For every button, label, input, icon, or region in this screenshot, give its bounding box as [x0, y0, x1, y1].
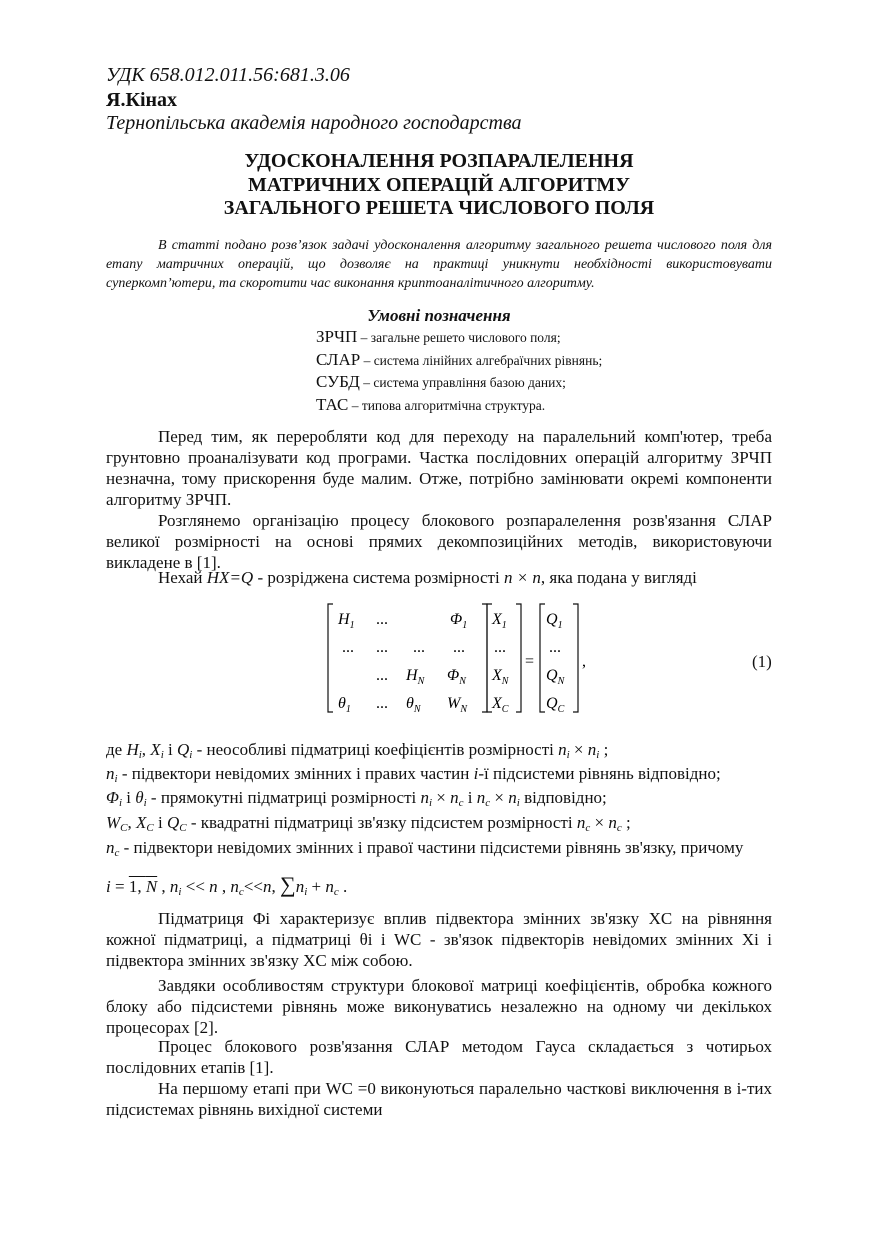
notation-def: – типова алгоритмічна структура. [348, 397, 546, 413]
equation-intro [106, 568, 697, 588]
text-fragment: відповідно; [519, 788, 607, 807]
svg-text:XN: $X_N$ [492, 667, 509, 687]
definition-line: $\Phi_i$ і $\theta_i$ - прямокутні підматриці розмірності $n_i \times n_c$ і $n_c \times n_i$ відповідно; [106, 788, 607, 809]
body-paragraph: Розглянемо організацію процесу блокового розпаралелення розв'язання СЛАР великої розмірності на основі прямих декомпозиційних методів, використовуючи викладене в [1]. [106, 511, 772, 572]
svg-text:...: ... [413, 639, 425, 656]
svg-text:...: ... [376, 695, 388, 712]
body-paragraph: Процес блокового розв'язання СЛАР методом Гауса складається з чотирьох послідовних етапів [1]. [106, 1037, 772, 1077]
notation-def: – система управління базою даних; [359, 375, 566, 390]
svg-text:HN: $H_N$ [406, 667, 425, 687]
paper-title [106, 150, 772, 221]
svg-text:...: ... [453, 639, 465, 656]
body-paragraph: На першому етапі при WC =0 виконуються паралельно часткові виключення в i-тих підсистемах рівнянь вихідної системи [106, 1079, 772, 1119]
svg-text:=: = [525, 653, 535, 670]
text-fragment: -ї підсистеми рівнянь відповідно; [478, 764, 721, 783]
svg-text:Q1: $Q_1$ [546, 611, 563, 631]
text-fragment: - квадратні підматриці зв'язку підсистем розмірності [186, 813, 577, 832]
svg-text:θN: $\theta_N$ [406, 695, 421, 714]
svg-text:WN: $W_N$ [447, 695, 467, 714]
equation-number: (1) [752, 652, 772, 671]
svg-text:...: ... [494, 639, 506, 656]
notation-item [316, 371, 602, 394]
svg-text:ΦN: $\Phi_N$ [447, 667, 466, 687]
definition-line: $W_C$, $X_C$ і $Q_C$ - квадратні підматриці зв'язку підсистем розмірності $n_c \times n_c$ ; [106, 813, 631, 834]
expr-dim: n × n [503, 568, 541, 587]
svg-text:XC: $X_C$ [492, 695, 509, 714]
text-fragment: , яка подана у вигляді [540, 568, 697, 587]
notation-abbr: ТАС [316, 394, 349, 414]
abstract: В статті подано розв’язок задачі удосконалення алгоритму загального решета числового поля для етапу матричних операцій, що дозволяє на практиці уникнути необхідності використовувати суперкомп’ютери, та скоротити час виконання криптоаналітичного алгоритму. [106, 238, 772, 291]
block-matrix-equation [320, 602, 600, 714]
svg-text:X1: $X_1$ [492, 611, 507, 631]
text-fragment: - розріджена система розмірності [253, 568, 504, 587]
body-paragraph: Завдяки особливостям структури блокової матриці коефіцієнтів, обробка кожного блоку або підсистеми рівнянь може виконуватись незалежно на одному чи декількох процесорах [2]. [106, 976, 772, 1037]
notation-item [316, 349, 602, 372]
title-line: УДОСКОНАЛЕННЯ РОЗПАРАЛЕЛЕННЯ [244, 150, 634, 172]
affiliation: Тернопільська академія народного господарства [106, 112, 522, 134]
notation-abbr: СЛАР [316, 349, 361, 369]
svg-text:...: ... [376, 639, 388, 656]
svg-text:...: ... [376, 667, 388, 684]
svg-text:Φ1: $\Phi_1$ [450, 611, 468, 631]
body-paragraph: Перед тим, як переробляти код для переходу на паралельний комп'ютер, треба грунтовно проаналізувати код програми. Частка послідовних операцій алгоритму ЗРЧП незначна, тому прискорення буде малим. Отже, потрібно замінювати окремі компоненти алгоритму ЗРЧП. [106, 427, 772, 509]
title-line: ЗАГАЛЬНОГО РЕШЕТА ЧИСЛОВОГО ПОЛЯ [223, 197, 655, 219]
definition-line: де $H_i$, $X_i$ і $Q_i$ - неособливі підматриці коефіцієнтів розмірності $n_i \times n_i$ ; [106, 740, 609, 761]
notation-def: – система лінійних алгебраїчних рівнянь; [360, 352, 603, 368]
definition-line: $n_i$ - підвектори невідомих змінних і правих частин i-ї підсистеми рівнянь відповідно; [106, 764, 721, 785]
notation-def: – загальне решето числового поля; [357, 330, 561, 345]
notation-abbr: ЗРЧП [316, 327, 358, 346]
notation-list [316, 326, 602, 416]
author-name: Я.Кінах [106, 89, 178, 111]
text-fragment: де [106, 740, 127, 759]
svg-text:...: ... [342, 639, 354, 656]
udk-code: УДК 658.012.011.56:681.3.06 [106, 64, 350, 86]
svg-text:QN: $Q_N$ [546, 667, 565, 687]
svg-text:QC: $Q_C$ [546, 695, 565, 714]
text-fragment: - підвектори невідомих змінних і правих частин [117, 764, 474, 783]
text-fragment: - прямокутні підматриці розмірності [146, 788, 421, 807]
notation-abbr: СУБД [316, 372, 360, 391]
expr-hxq: HX=Q [206, 568, 254, 587]
index-conditions: i = 1, N , $n_i << n$ , $n_c<<n$, $\sum n_i + n_c$ . [106, 872, 348, 898]
notation-item [316, 394, 602, 417]
svg-text:θ1: $\theta_1$ [338, 695, 351, 714]
notation-heading: Умовні позначення [367, 306, 511, 325]
svg-text:...: ... [549, 639, 561, 656]
title-line: МАТРИЧНИХ ОПЕРАЦІЙ АЛГОРИТМУ [248, 173, 630, 196]
text-fragment: - неособливі підматриці коефіцієнтів розмірності [192, 740, 559, 759]
svg-text:...: ... [376, 611, 388, 628]
svg-text:H1: $H_1$ [338, 611, 355, 631]
svg-text:,: , [582, 653, 586, 670]
text-fragment: Нехай [158, 568, 207, 587]
notation-item [316, 326, 602, 349]
text-fragment: - підвектори невідомих змінних і правої частини підсистеми рівнянь зв'язку, причому [119, 838, 744, 857]
body-paragraph: Підматриця Φi характеризує вплив підвектора змінних зв'язку XC на рівняння кожної підматриці, а підматриці θi і WC - зв'язок підвекторів невідомих змінних Xi і підвектора змінних зв'язку XC між собою. [106, 909, 772, 970]
definition-line: $n_c$ - підвектори невідомих змінних і правої частини підсистеми рівнянь зв'язку, причому [106, 838, 744, 859]
